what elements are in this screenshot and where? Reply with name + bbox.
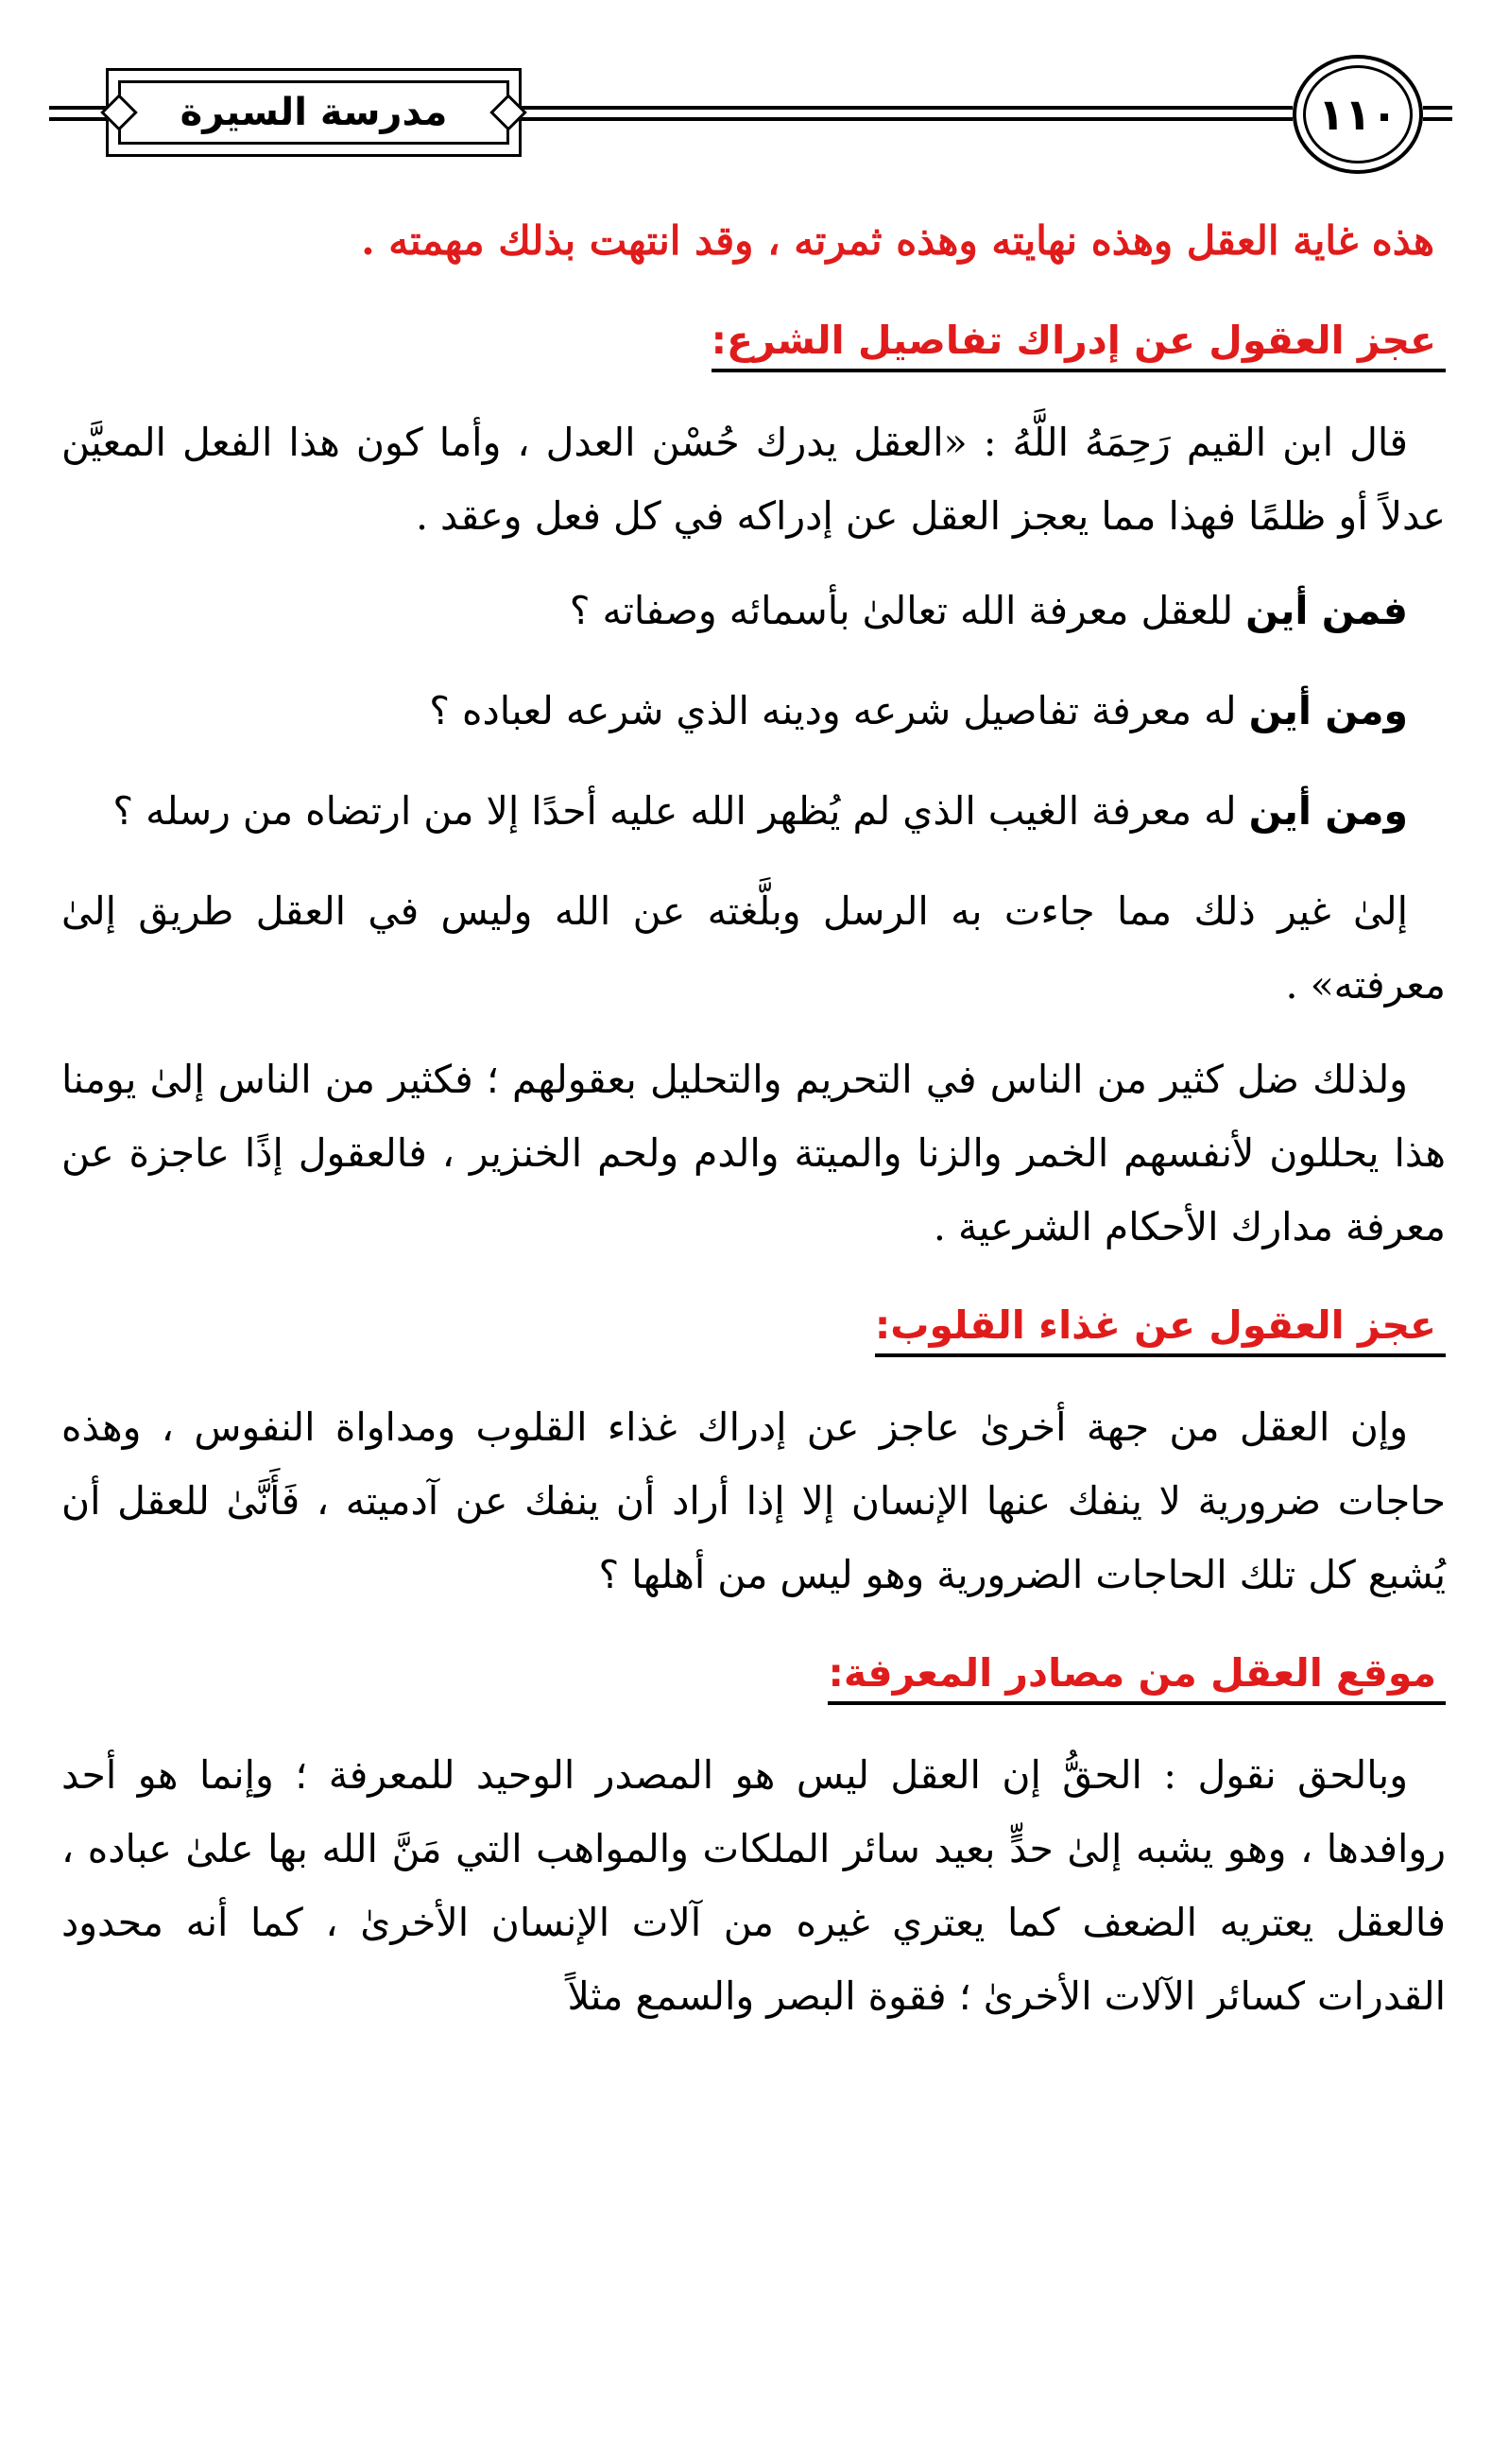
section-heading-details-of-sharia	[61, 307, 1446, 373]
question-2	[61, 674, 1446, 748]
book-title: مدرسة السيرة	[180, 91, 448, 134]
page-body	[61, 203, 1446, 2054]
book-title-frame	[106, 68, 522, 157]
section2-paragraph: وإن العقل من جهة أخرىٰ عاجز عن إدراك غذاء القلوب ومداواة النفوس ، وهذه حاجات ضرورية لا ينفك عنها الإنسان إلا إذا أراد أن ينفك عن آدميته ، فَأَنَّىٰ للعقل أن يُشبع كل تلك الحاجات الضرورية وهو ليس من أهلها ؟	[61, 1404, 1446, 1597]
section3-heading-text: موقع العقل من مصادر المعرفة:	[828, 1650, 1446, 1705]
question-2-lead: ومن أين	[1248, 688, 1408, 733]
question-3	[61, 774, 1446, 848]
section-heading-sources-of-knowledge	[61, 1640, 1446, 1706]
page-number-inner-ring	[1303, 65, 1413, 164]
question-3-lead: ومن أين	[1248, 788, 1408, 834]
section1-paragraph: ولذلك ضل كثير من الناس في التحريم والتحليل بعقولهم ؛ فكثير من الناس إلىٰ يومنا هذا يحللون لأنفسهم الخمر والزنا والميتة والدم ولحم الخنزير ، فالعقول إذًا عاجزة عن معرفة مدارك الأحكام الشرعية .	[61, 1057, 1446, 1249]
question-1-lead: فمن أين	[1245, 588, 1408, 633]
question-1-text: للعقل معرفة الله تعالىٰ بأسمائه وصفاته ؟	[569, 588, 1246, 633]
section3-paragraph: وبالحق نقول : الحقُّ إن العقل ليس هو المصدر الوحيد للمعرفة ؛ وإنما هو أحد روافدها ، وهو يشبه إلىٰ حدٍّ بعيد سائر الملكات والمواهب التي مَنَّ الله بها علىٰ عباده ، فالعقل يعتريه الضعف كما يعتري غيره من آلات الإنسان الأخرىٰ ، كما أنه محدود القدرات كسائر الآلات الأخرىٰ ؛ فقوة البصر والسمع مثلاً	[61, 1752, 1446, 2019]
ibn-qayyim-quote: قال ابن القيم رَحِمَهُ اللَّهُ : «العقل يدرك حُسْن العدل ، وأما كون هذا الفعل المعيَّن عدلاً أو ظلمًا فهذا مما يعجز العقل عن إدراكه في كل فعل وعقد .	[61, 420, 1446, 539]
section2-heading-text: عجز العقول عن غذاء القلوب:	[875, 1302, 1446, 1357]
quote-closing: إلىٰ غير ذلك مما جاءت به الرسل وبلَّغته عن الله وليس في العقل طريق إلىٰ معرفته» .	[61, 888, 1446, 1008]
section-heading-nourishment-of-hearts	[61, 1292, 1446, 1358]
page-number: ١١٠	[1317, 89, 1398, 140]
intro-statement: هذه غاية العقل وهذه نهايته وهذه ثمرته ، وقد انتهت بذلك مهمته .	[361, 217, 1434, 264]
section1-heading-text: عجز العقول عن إدراك تفاصيل الشرع:	[712, 318, 1446, 372]
book-title-inner-frame	[118, 80, 509, 145]
question-3-text: له معرفة الغيب الذي لم يُظهر الله عليه أحدًا إلا من ارتضاه من رسله ؟	[112, 788, 1249, 834]
question-1	[61, 574, 1446, 647]
page-number-badge	[1293, 55, 1423, 174]
question-2-text: له معرفة تفاصيل شرعه ودينه الذي شرعه لعباده ؟	[429, 688, 1249, 733]
